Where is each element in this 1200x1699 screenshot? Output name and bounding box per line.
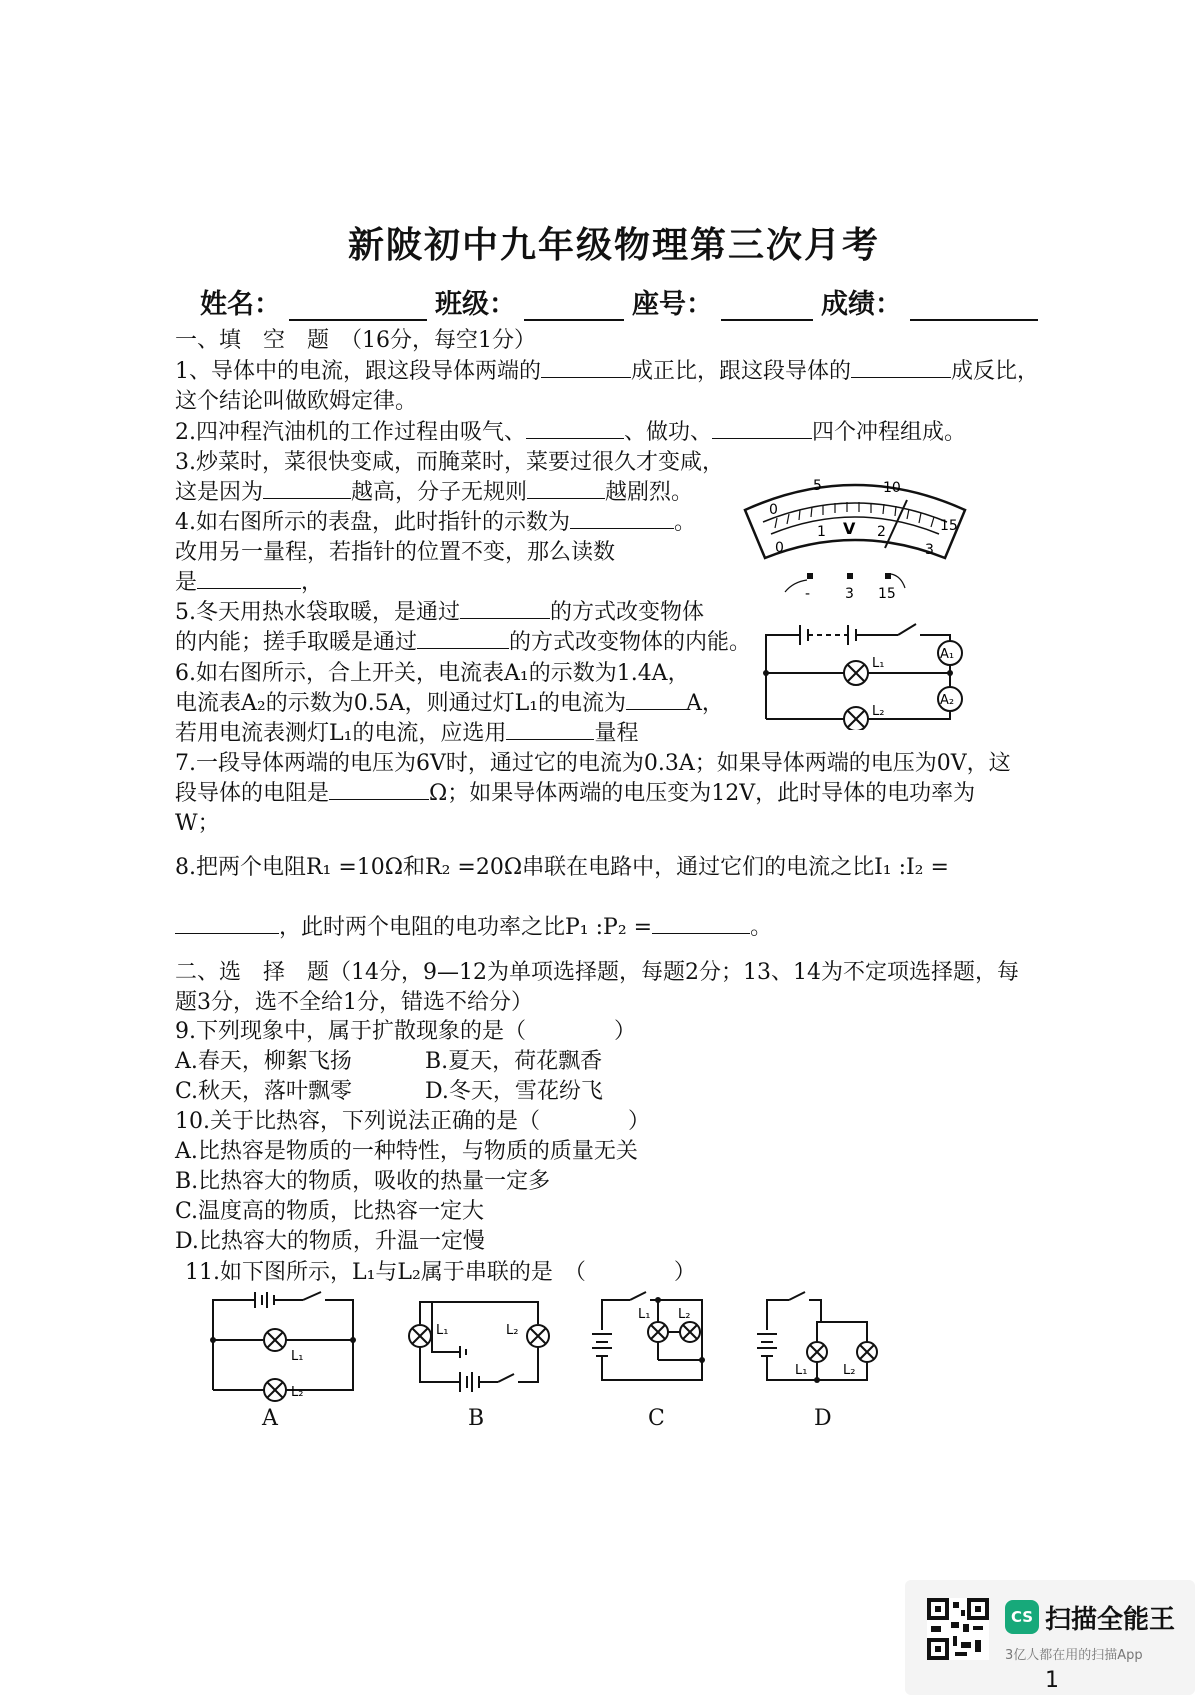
question-10-option-a[interactable]: A.比热容是物质的一种特性，与物质的质量无关 — [175, 1139, 638, 1164]
cs-logo-icon: CS — [1005, 1600, 1039, 1634]
circuit-option-d[interactable] — [755, 1290, 890, 1390]
option-c-label[interactable]: C — [648, 1406, 665, 1431]
qr-code-icon — [927, 1598, 989, 1660]
question-10-stem: 10.关于比热容，下列说法正确的是（ ） — [175, 1109, 650, 1134]
circuit-diagram-q6 — [760, 615, 975, 730]
option-b-label[interactable]: B — [468, 1406, 485, 1431]
question-7-line-1: 7.一段导体两端的电压为6V时，通过它的电流为0.3A；如果导体两端的电压为0V，这 — [175, 751, 1011, 776]
section-heading-choice-line-2: 题3分，选不全给1分，错选不给分） — [175, 990, 533, 1015]
score-label: 成绩： — [821, 289, 902, 320]
question-9-option-b[interactable]: B.夏天，荷花飘香 — [425, 1049, 603, 1074]
circuit-option-c[interactable] — [590, 1290, 720, 1390]
question-5-line-1: 5.冬天用热水袋取暖，是通过 的方式改变物体 — [175, 600, 705, 625]
section-heading-choice-line-1: 二、选 择 题（14分，9—12为单项选择题，每题2分；13、14为不定项选择题，每 — [175, 960, 1019, 985]
answer-blank[interactable] — [570, 508, 674, 529]
answer-blank[interactable] — [526, 418, 624, 439]
meter-tick-bottom-3: 3 — [925, 542, 934, 558]
lamp-l2-label: L₂ — [291, 1385, 304, 1400]
circuit-option-a[interactable] — [205, 1290, 365, 1402]
scanner-brand-name: 扫描全能王 — [1045, 1605, 1176, 1635]
question-6-line-3: 若用电流表测灯L₁的电流，应选用 量程 — [175, 721, 639, 746]
lamp-l2-label: L₂ — [843, 1363, 856, 1378]
lamp-l1-label: L₁ — [872, 656, 885, 671]
question-8-line-2: ，此时两个电阻的电功率之比P₁ :P₂ = 。 — [175, 913, 772, 943]
answer-blank[interactable] — [541, 357, 631, 378]
student-info-row — [200, 282, 1046, 321]
lamp-l2-label: L₂ — [678, 1307, 691, 1322]
question-1-line-1: 1、导体中的电流，跟这段导体两端的 成正比，跟这段导体的 成反比， — [175, 359, 1040, 384]
ammeter-a1-label: A₁ — [940, 647, 955, 662]
answer-blank[interactable] — [460, 598, 550, 619]
answer-blank[interactable] — [527, 478, 605, 499]
answer-blank[interactable] — [197, 568, 301, 589]
question-4-line-3: 是 ， — [175, 570, 324, 595]
section-heading-fill-blank: 一、填 空 题 （16分，每空1分） — [175, 328, 536, 353]
circuit-option-b[interactable] — [402, 1296, 552, 1396]
question-10-option-d[interactable]: D.比热容大的物质，升温一定慢 — [175, 1229, 485, 1254]
meter-tick-bottom-2: 2 — [877, 524, 886, 540]
seat-field[interactable] — [721, 293, 813, 321]
meter-symbol-v: V — [843, 519, 856, 538]
class-label: 班级： — [435, 289, 516, 320]
question-7-line-2: 段导体的电阻是 Ω；如果导体两端的电压变为12V，此时导体的电功率为 — [175, 781, 976, 806]
answer-blank[interactable] — [506, 719, 594, 740]
meter-tick-top-15: 15 — [940, 518, 958, 534]
page-title: 新陂初中九年级物理第三次月考 — [348, 224, 881, 266]
lamp-l1-label: L₁ — [436, 1323, 449, 1338]
scanner-slogan: 3亿人都在用的扫描App — [1005, 1648, 1143, 1663]
meter-tick-bottom-0: 0 — [775, 540, 784, 556]
lamp-l2-label: L₂ — [872, 704, 885, 719]
name-field[interactable] — [289, 293, 427, 321]
lamp-l1-label: L₁ — [795, 1363, 808, 1378]
question-6-line-2: 电流表A₂的示数为0.5A，则通过灯L₁的电流为 A， — [175, 691, 724, 716]
meter-tick-bottom-1: 1 — [817, 524, 826, 540]
question-5-line-2: 的内能；搓手取暖是通过 的方式改变物体的内能。 — [175, 630, 752, 655]
question-7-line-3: W； — [175, 811, 220, 836]
answer-blank[interactable] — [712, 418, 812, 439]
meter-tick-top-0: 0 — [769, 502, 778, 518]
lamp-l1-label: L₁ — [291, 1349, 304, 1364]
lamp-l2-label: L₂ — [506, 1323, 519, 1338]
lamp-l1-label: L₁ — [638, 1307, 651, 1322]
answer-blank[interactable] — [851, 357, 951, 378]
meter-tick-top-5: 5 — [813, 478, 822, 494]
meter-terminal-15: 15 — [878, 586, 896, 602]
question-9-option-c[interactable]: C.秋天，落叶飘零 — [175, 1079, 353, 1104]
question-2: 2.四冲程汽油机的工作过程由吸气、 、做功、 四个冲程组成。 — [175, 420, 967, 445]
answer-blank[interactable] — [417, 628, 509, 649]
page-number: 1 — [1045, 1668, 1059, 1693]
question-1-line-2: 这个结论叫做欧姆定律。 — [175, 389, 418, 414]
question-9-option-d[interactable]: D.冬天，雪花纷飞 — [425, 1079, 603, 1104]
name-label: 姓名： — [200, 289, 281, 320]
ammeter-a2-label: A₂ — [940, 693, 955, 708]
answer-blank[interactable] — [263, 478, 351, 499]
question-4-line-1: 4.如右图所示的表盘，此时指针的示数为 。 — [175, 510, 697, 535]
question-9-stem: 9.下列现象中，属于扩散现象的是（ ） — [175, 1019, 636, 1044]
question-8-line-1: 8.把两个电阻R₁ =10Ω和R₂ =20Ω串联在电路中，通过它们的电流之比I₁ :I₂ = — [175, 855, 949, 880]
score-field[interactable] — [910, 293, 1038, 321]
option-d-label[interactable]: D — [814, 1406, 832, 1431]
meter-terminal-minus: - — [805, 586, 811, 602]
question-3-line-1: 3.炒菜时，菜很快变咸，而腌菜时，菜要过很久才变咸， — [175, 450, 724, 475]
class-field[interactable] — [524, 293, 624, 321]
question-9-option-a[interactable]: A.春天，柳絮飞扬 — [175, 1049, 352, 1074]
question-11-stem: 11.如下图所示，L₁与L₂属于串联的是 （ ） — [185, 1260, 696, 1285]
answer-blank[interactable] — [626, 689, 686, 710]
question-6-line-1: 6.如右图所示，合上开关，电流表A₁的示数为1.4A， — [175, 661, 690, 686]
question-3-line-2: 这是因为 越高，分子无规则 越剧烈。 — [175, 480, 694, 505]
question-4-line-2: 改用另一量程，若指针的位置不变，那么读数 — [175, 540, 616, 565]
meter-dial-diagram — [735, 470, 975, 605]
answer-blank[interactable] — [329, 779, 429, 800]
question-10-option-c[interactable]: C.温度高的物质，比热容一定大 — [175, 1199, 485, 1224]
meter-terminal-3: 3 — [845, 586, 854, 602]
seat-label: 座号： — [632, 289, 713, 320]
meter-tick-top-10: 10 — [883, 480, 901, 496]
answer-blank[interactable] — [652, 913, 750, 934]
question-10-option-b[interactable]: B.比热容大的物质，吸收的热量一定多 — [175, 1169, 551, 1194]
answer-blank[interactable] — [175, 913, 279, 934]
option-a-label[interactable]: A — [262, 1406, 278, 1431]
